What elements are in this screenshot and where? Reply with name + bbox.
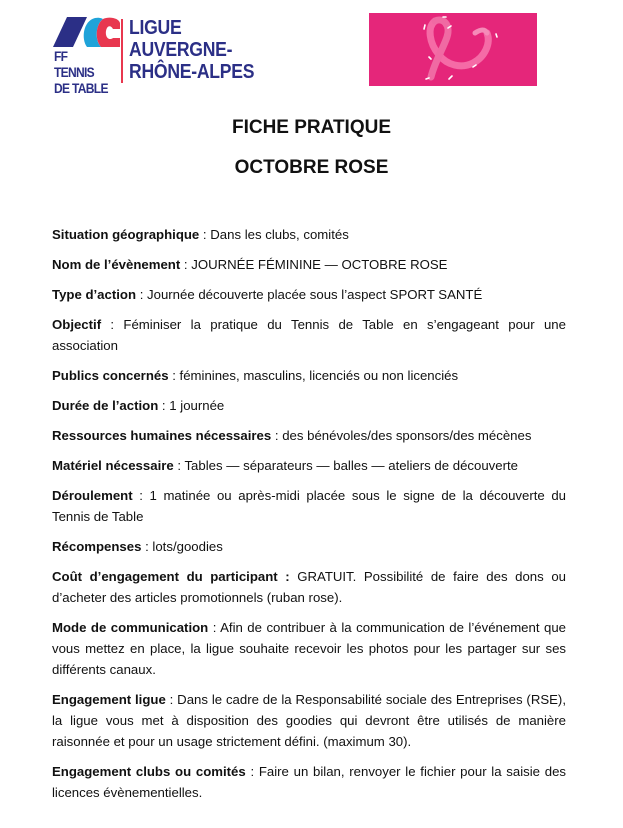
field-nom-evenement [52,254,566,275]
field-label: Déroulement [52,488,133,503]
field-value: Afin de contribuer à la communication de l’événement que vous mettez en place, la ligue souhaite recevoir les photos pour les partager sur ses différents canaux. [52,620,566,677]
field-value: Féminiser la pratique du Tennis de Table en s’engageant pour une association [52,317,566,353]
field-separator: : [208,620,221,635]
field-mode-communication [52,617,566,680]
fiche-content [52,224,566,812]
field-value: féminines, masculins, licenciés ou non licenciés [179,368,459,383]
field-label: Durée de l’action [52,398,159,413]
league-name-line1: LIGUE [129,17,182,39]
field-cout-engagement [52,566,566,608]
fftt-logo-line2: DE TABLE [54,80,108,96]
league-name-line2: AUVERGNE- [129,39,233,61]
field-value: 1 journée [169,398,225,413]
field-label: Type d’action [52,287,137,302]
league-name-line3: RHÔNE-ALPES [129,61,255,83]
field-label: Nom de l’évènement [52,257,181,272]
field-separator: : [158,398,170,413]
field-label: Publics concernés [52,368,169,383]
field-objectif [52,314,566,356]
field-type-action [52,284,566,305]
octobre-rose-banner [369,13,537,86]
field-value: 1 matinée ou après-midi placée sous le signe de la découverte du Tennis de Table [52,488,567,524]
field-separator: : [136,287,148,302]
field-label: Matériel nécessaire [52,458,174,473]
field-deroulement [52,485,566,527]
field-ressources-humaines [52,425,566,446]
fftt-logo-text [54,48,109,96]
field-separator: : [168,368,180,383]
logo-divider [121,19,123,83]
field-value: lots/goodies [152,539,223,554]
field-label: Situation géographique [52,227,200,242]
field-value: des bénévoles/des sponsors/des mécènes [282,428,532,443]
field-recompenses [52,536,566,557]
field-separator: : [141,539,153,554]
field-value: JOURNÉE FÉMININE — OCTOBRE ROSE [191,257,448,272]
field-separator: : [180,257,192,272]
document-subtitle: OCTOBRE ROSE [234,157,389,178]
field-value: Tables — séparateurs — balles — ateliers de découverte [184,458,518,473]
field-engagement-clubs [52,761,566,803]
field-value: Faire un bilan, renvoyer le fichier pour la saisie des licences évènementielles. [52,764,566,800]
pink-ribbon-icon [369,13,537,86]
field-separator: : [271,428,283,443]
field-separator: : [199,227,211,242]
fftt-logo-mark-icon [53,17,121,47]
field-label: Engagement clubs ou comités [52,764,246,779]
document-title: FICHE PRATIQUE [231,117,392,138]
field-label: Mode de communication [52,620,209,635]
field-value: Dans les clubs, comités [210,227,349,242]
field-publics-concernes [52,365,566,386]
field-label: Engagement ligue [52,692,166,707]
field-label: Coût d’engagement du participant : [52,569,290,584]
field-separator: : [173,458,185,473]
field-label: Ressources humaines nécessaires [52,428,272,443]
field-engagement-ligue [52,689,566,752]
field-situation-geographique [52,224,566,245]
field-separator: : [245,764,259,779]
fftt-logo-line1: FF TENNIS [54,48,95,80]
field-value: GRATUIT. Possibilité de faire des dons ou d’acheter des articles promotionnels (ruban rose). [52,569,566,605]
league-logo [53,17,273,96]
field-duree-action [52,395,566,416]
field-value: Journée découverte placée sous l’aspect SPORT SANTÉ [147,287,483,302]
field-materiel-necessaire [52,455,566,476]
field-value: Dans le cadre de la Responsabilité sociale des Entreprises (RSE), la ligue vous met à disposition des goodies qui devront être utilisés de manière raisonnée et pour un usage strictement défini. (maximum 30). [52,692,566,749]
field-label: Objectif [52,317,102,332]
field-separator: : [132,488,150,503]
field-label: Récompenses [52,539,142,554]
field-separator: : [165,692,178,707]
field-separator: : [101,317,124,332]
league-name [129,17,254,83]
